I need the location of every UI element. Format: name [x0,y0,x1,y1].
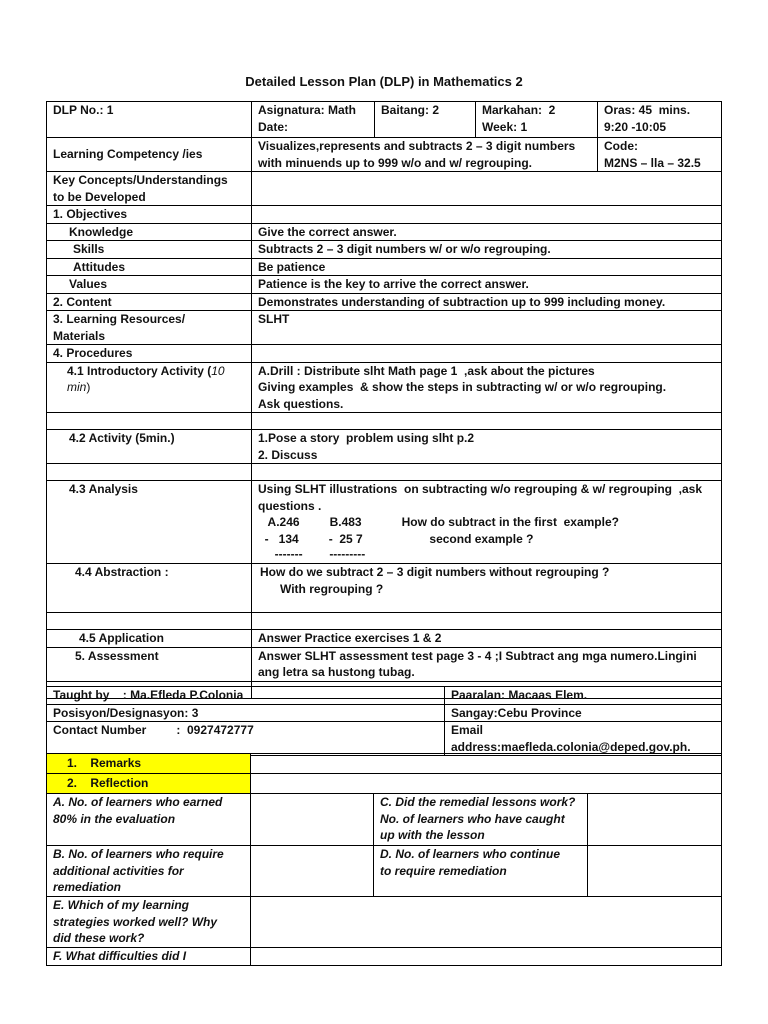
code-label: Code: [604,139,638,153]
procedures-label: 4. Procedures [47,345,252,363]
resources-label [47,311,252,345]
code-value: M2NS – lla – 32.5 [604,155,701,170]
analysis-line: - 134 - 25 7 second example ? [258,531,534,546]
application-value: Answer Practice exercises 1 & 2 [252,630,722,648]
question-c-line: No. of learners who have caught [380,811,565,826]
skills-value: Subtracts 2 – 3 digit numbers w/ or w/o regrouping. [252,241,722,259]
competency-value [252,138,598,172]
assessment-line: Answer SLHT assessment test page 3 - 4 ;I Subtract ang mga numero.Lingini [258,648,697,663]
answer-f [251,948,722,966]
taught-by: Taught by : Ma.Efleda P.Colonia [47,687,445,705]
question-e-line: strategies worked well? Why [53,914,218,929]
key-concepts-line: Key Concepts/Understandings [53,173,228,187]
contact-number: Contact Number : 0927472777 [47,722,445,756]
intro-line: Giving examples & show the steps in subtracting w/ or w/o regrouping. [258,380,667,394]
question-a-line: A. No. of learners who earned [53,795,223,809]
answer-d [588,846,722,897]
question-e [47,897,251,948]
question-b-line: additional activities for [53,863,184,878]
resources-line: 3. Learning Resources/ [53,312,186,326]
competency-line: with minuends up to 999 w/o and w/ regrouping. [258,155,533,170]
application-label: 4.5 Application [47,630,252,648]
remarks-label: 1. Remarks [47,754,251,774]
posisyon: Posisyon/Designasyon: 3 [47,704,445,722]
week: Week: 1 [482,119,528,134]
content-label: 2. Content [47,293,252,311]
answer-a [251,794,374,846]
email-cell [445,722,722,756]
reflection-table [46,753,722,966]
reflection-label: 2. Reflection [47,774,251,794]
paaralan: Paaralan: Macaas Elem. [445,687,722,705]
baitang: Baitang: 2 [375,102,476,138]
assessment-line: ang letra sa hustong tubag. [258,665,415,679]
sangay: Sangay:Cebu Province [445,704,722,722]
activity-line: 2. Discuss [258,447,318,462]
question-c-line: C. Did the remedial lessons work? [380,795,576,809]
resources-line: Materials [53,328,106,343]
lesson-plan-table [46,101,722,699]
email-label: Email [451,723,484,737]
intro-label-end: ) [86,380,91,394]
blank-cell [252,613,722,630]
asignatura: Asignatura: Math [258,103,357,117]
objectives-value [252,206,722,224]
abstraction-label: 4.4 Abstraction : [47,564,252,613]
blank-cell [252,413,722,430]
objectives-label: 1. Objectives [47,206,252,224]
knowledge-value: Give the correct answer. [252,223,722,241]
blank-cell [47,613,252,630]
question-c [374,794,588,846]
analysis-label: 4.3 Analysis [47,481,252,564]
competency-line: Visualizes,represents and subtracts 2 – 3 digit numbers [258,139,576,153]
abstraction-line: How do we subtract 2 – 3 digit numbers without regrouping ? [260,565,610,579]
email-address: address:maefleda.colonia@deped.gov.ph. [451,739,691,754]
question-d [374,846,588,897]
question-f: F. What difficulties did I [47,948,251,966]
intro-line: A.Drill : Distribute slht Math page 1 ,ask about the pictures [258,363,595,378]
answer-c [588,794,722,846]
attitudes-label: Attitudes [47,258,252,276]
values-label: Values [47,276,252,294]
key-concepts-line: to be Developed [53,189,146,204]
analysis-line: questions . [258,498,322,513]
analysis-line: A.246 B.483 How do subtract in the first example? [258,515,619,529]
content-value: Demonstrates understanding of subtraction up to 999 including money. [252,293,722,311]
markahan-cell [476,102,598,138]
knowledge-label: Knowledge [47,223,252,241]
question-b-line: remediation [53,880,122,894]
blank-cell [252,464,722,481]
question-e-line: E. Which of my learning [53,898,190,912]
time: 9:20 -10:05 [604,119,667,134]
resources-value: SLHT [252,311,722,345]
key-concepts-label [47,172,252,206]
question-e-line: did these work? [53,931,145,945]
teacher-info-table [46,686,722,756]
procedures-value [252,345,722,363]
question-a-line: 80% in the evaluation [53,811,176,826]
dlp-no: DLP No.: 1 [47,102,252,138]
values-value: Patience is the key to arrive the correct answer. [252,276,722,294]
date-label: Date: [258,119,289,134]
intro-activity-label [47,362,252,413]
key-concepts-value [252,172,722,206]
assessment-label: 5. Assessment [47,647,252,681]
competency-label: Learning Competency /ies [47,138,252,172]
intro-line: Ask questions. [258,396,344,411]
answer-b [251,846,374,897]
activity-value [252,430,722,464]
question-d-line: to require remediation [380,863,507,878]
remarks-value [251,754,722,774]
attitudes-value: Be patience [252,258,722,276]
question-c-line: up with the lesson [380,828,485,842]
question-b-line: B. No. of learners who require [53,847,224,861]
question-d-line: D. No. of learners who continue [380,847,561,861]
blank-cell [47,413,252,430]
question-a [47,794,251,846]
markahan: Markahan: 2 [482,103,556,117]
page-title: Detailed Lesson Plan (DLP) in Mathematics 2 [245,74,523,89]
analysis-value [252,481,722,564]
intro-label-text: 4.1 Introductory Activity ( [67,363,212,378]
analysis-line: Using SLHT illustrations on subtracting w/o regrouping & w/ regrouping ,ask [258,482,703,496]
reflection-value [251,774,722,794]
activity-line: 1.Pose a story problem using slht p.2 [258,431,475,445]
skills-label: Skills [47,241,252,259]
abstraction-value [252,564,722,613]
asignatura-cell [252,102,375,138]
answer-e [251,897,722,948]
analysis-line: ------- --------- [258,547,366,561]
intro-label-duration: 10 min [67,363,225,394]
intro-activity-value [252,362,722,413]
oras-cell [598,102,722,138]
activity-label: 4.2 Activity (5min.) [47,430,252,464]
assessment-value [252,647,722,681]
question-b [47,846,251,897]
abstraction-line: With regrouping ? [260,581,384,596]
blank-cell [47,464,252,481]
code-cell [598,138,722,172]
oras: Oras: 45 mins. [604,103,691,117]
